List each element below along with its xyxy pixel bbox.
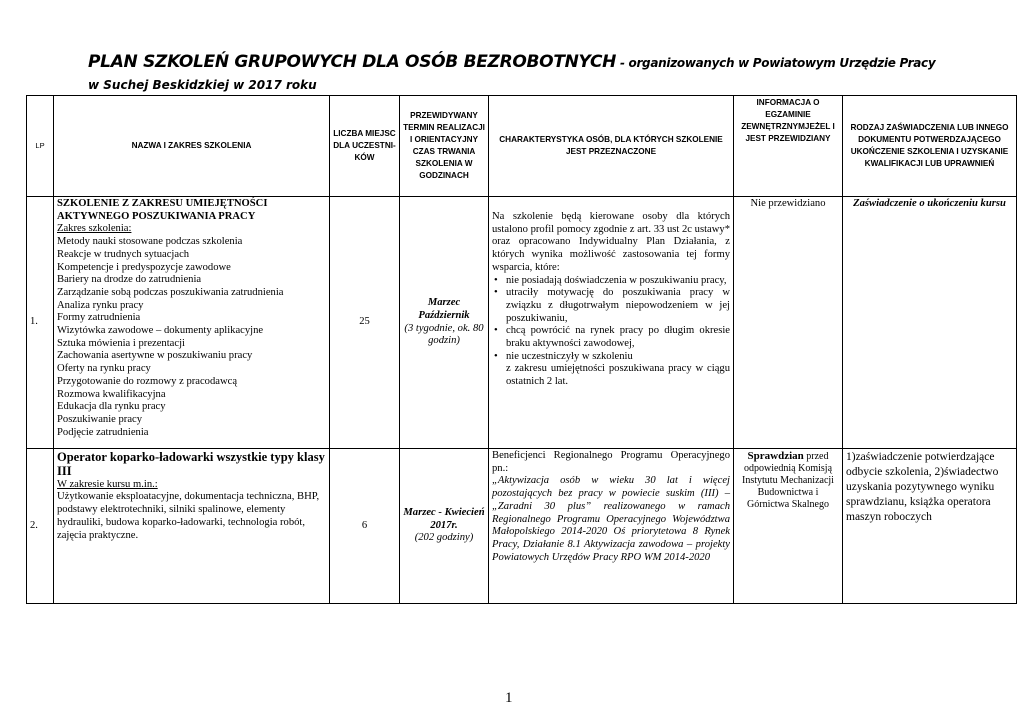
training-plan-table: [26, 95, 1017, 604]
training-title: Operator koparko-ładowarki wszystkie typy klasy III: [57, 450, 325, 479]
training-name: [54, 449, 330, 604]
exam-rest: przed odpowiednią Komisją Instytutu Mechanizacji Budownictwa i Górnictwa Skalnego: [742, 451, 834, 511]
header-persons: CHARAKTERYSTYKA OSÓB, DLA KTÓRYCH SZKOLENIE JEST PRZEZNACZONE: [489, 96, 734, 197]
scope-item: Reakcje w trudnych sytuacjach: [57, 248, 190, 260]
term-months: Marzec - Kwiecień 2017r.: [403, 506, 485, 531]
training-term: [400, 449, 489, 604]
target-persons: [489, 449, 734, 604]
header-term: PRZEWIDYWANY TERMIN REALIZACJI I ORIENTACYJNY CZAS TRWANIA SZKOLENIA W GODZINACH: [400, 96, 489, 197]
row-lp: 1.: [27, 197, 54, 449]
persons-list: [492, 275, 730, 364]
persons-tail: z zakresu umiejętności poszukiwana pracy w ciągu ostatnich 2 lat.: [506, 363, 730, 388]
scope-item: Podjęcie zatrudnienia: [57, 426, 149, 438]
target-persons: [489, 197, 734, 449]
scope-item: Metody nauki stosowane podczas szkolenia: [57, 236, 243, 248]
scope-item: Zachowania asertywne w poszukiwaniu pracy: [57, 350, 253, 362]
scope-item: Wizytówka zawodowe – dokumenty aplikacyjne: [57, 325, 264, 337]
persons-intro: Na szkolenie będą kierowane osoby dla których ustalono profil pomocy zgodnie z art. 33 ust 2c ustawy* oraz opracowano Indywidualny Plan Działania, z których wynika możliwość zastosowania tej formy wsparcia, które:: [492, 211, 730, 273]
scope-item: Zarządzanie sobą podczas poszukiwania zatrudnienia: [57, 286, 284, 298]
document-title: [88, 52, 935, 72]
title-subtitle: - organizowanych w Powiatowym Urzędzie Pracy: [616, 56, 936, 70]
exam-info: [734, 449, 843, 604]
scope-item: Poszukiwanie pracy: [57, 413, 143, 425]
training-term: [400, 197, 489, 449]
title-main: PLAN SZKOLEŃ GRUPOWYCH DLA OSÓB BEZROBOTNYCH: [88, 52, 617, 72]
scope-item: Analiza rynku pracy: [57, 299, 144, 311]
training-name: [54, 197, 330, 449]
scope-item: Kompetencje i predyspozycje zawodowe: [57, 261, 231, 273]
persons-bullet: • nie posiadają doświadczenia w poszukiwaniu pracy,: [506, 275, 730, 288]
header-row: [27, 96, 1017, 197]
scope-item: Formy zatrudnienia: [57, 312, 141, 324]
persons-quote: „Aktywizacja osób w wieku 30 lat i więcej pozostających bez pracy w powiecie suskim (III) – „Zaradni 30 plus” realizowanego w ramach Regionalnego Programu Operacyjnego Województwa Małopolskiego 2014-2020 Oś priorytetowa 8 Rynek Pracy, Działanie 8.1 Aktywizacja zawodowa – projekty Powiatowych Urzędów Pracy RPO WM 2014-2020: [492, 475, 730, 563]
scope-label: Zakres szkolenia:: [57, 223, 132, 235]
header-exam: INFORMACJA O EGZAMINIE ZEWNĘTRZNYMJEŻEL I JEST PRZEWIDZIANY: [734, 96, 843, 197]
persons-intro: Beneficjenci Regionalnego Programu Operacyjnego pn.:: [492, 450, 730, 474]
exam-bold: Sprawdzian: [747, 450, 804, 462]
persons-bullet: • utraciły motywację do poszukiwania pracy w związku z długotrwałym niepowodzeniem w jej poszukiwaniu,: [506, 287, 730, 325]
scope-label: W zakresie kursu m.in.:: [57, 478, 158, 490]
table-row: [27, 449, 1017, 604]
persons-bullet: • chcą powrócić na rynek pracy po długim okresie braku aktywności zawodowej,: [506, 325, 730, 350]
scope-item: Edukacja dla rynku pracy: [57, 401, 166, 413]
header-lp: LP: [27, 96, 54, 197]
document-title-line2: w Suchej Beskidzkiej w 2017 roku: [88, 78, 317, 92]
header-count: LICZBA MIEJSC DLA UCZESTNI-KÓW: [330, 96, 400, 197]
certificate-type: 1)zaświadczenie potwierdzające odbycie szkolenia, 2)świadectwo uzyskania pozytywnego wyniku sprawdzianu, książka operatora maszyn roboczych: [843, 449, 1017, 604]
scope-item: Sztuka mówienia i prezentacji: [57, 337, 185, 349]
scope-text: Użytkowanie eksploatacyjne, dokumentacja techniczna, BHP, podstawy elektrotechniki, silniki spalinowe, elementy hydrauliki, budowa koparko-ładowarki, technologia robót, zajęcia praktyczne.: [57, 491, 320, 541]
participant-count: 6: [330, 449, 400, 604]
scope-item: Przygotowanie do rozmowy z pracodawcą: [57, 375, 238, 387]
scope-item: Rozmowa kwalifikacyjna: [57, 388, 166, 400]
header-name: NAZWA I ZAKRES SZKOLENIA: [54, 96, 330, 197]
scope-item: Bariery na drodze do zatrudnienia: [57, 274, 202, 286]
header-cert: RODZAJ ZAŚWIADCZENIA LUB INNEGO DOKUMENTU POTWERDZAJĄCEGO UKOŃCZENIE SZKOLENIA I UZYSKANIE KWALIFIKACJI LUB UPRAWNIEŃ: [843, 96, 1017, 197]
training-title: SZKOLENIE Z ZAKRESU UMIEJĘTNOŚCI AKTYWNEGO POSZUKIWANIA PRACY: [57, 198, 268, 222]
participant-count: 25: [330, 197, 400, 449]
term-months: Marzec Październik: [418, 297, 470, 321]
row-lp: 2.: [27, 449, 54, 604]
scope-item: Oferty na rynku pracy: [57, 363, 151, 375]
exam-info: Nie przewidziano: [734, 197, 843, 449]
certificate-type: Zaświadczenie o ukończeniu kursu: [843, 197, 1017, 449]
term-duration: (202 godziny): [414, 532, 474, 544]
term-duration: (3 tygodnie, ok. 80 godzin): [404, 322, 484, 347]
persons-bullet: • nie uczestniczyły w szkoleniu: [506, 351, 730, 364]
page-number: 1: [505, 690, 513, 706]
table-row: [27, 197, 1017, 449]
